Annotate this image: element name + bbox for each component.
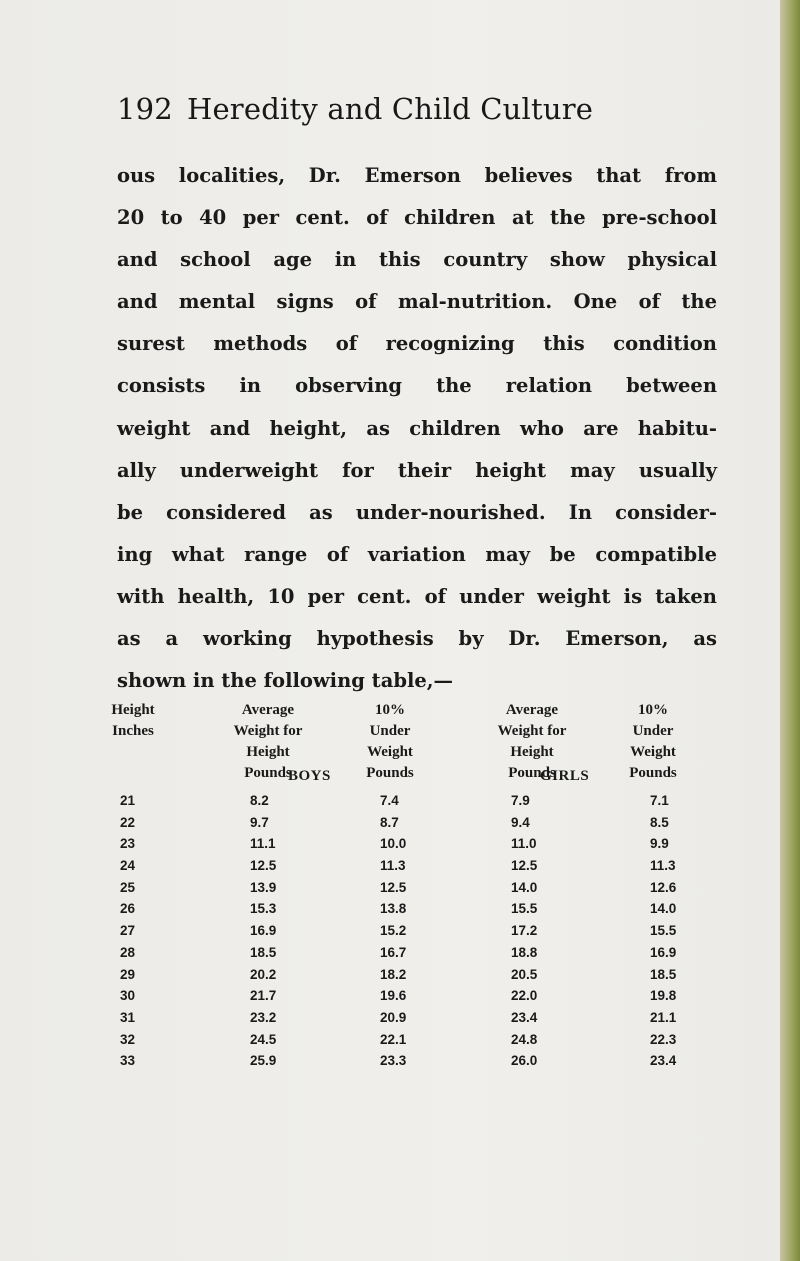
cell-boys-under: 16.7 xyxy=(380,944,407,960)
header-height: Height Inches xyxy=(111,702,155,739)
cell-boys-under: 10.0 xyxy=(380,836,407,852)
cell-boys-under: 11.3 xyxy=(380,858,406,874)
cell-girls-under: 22.3 xyxy=(650,1031,677,1047)
table-row xyxy=(0,833,780,855)
cell-girls-average: 7.9 xyxy=(511,793,530,808)
section-label-boys: BOYS xyxy=(288,768,331,784)
page-number: 192 xyxy=(117,92,173,126)
cell-height: 23 xyxy=(120,836,136,852)
cell-girls-under: 19.8 xyxy=(650,988,677,1004)
table-row xyxy=(0,790,780,812)
paragraph-line: ally underweight for their height may usually xyxy=(117,458,717,482)
table-row xyxy=(0,1007,780,1029)
table-row xyxy=(0,1050,780,1072)
cell-girls-average: 20.5 xyxy=(511,966,538,982)
cell-height: 33 xyxy=(120,1053,136,1069)
cell-height: 32 xyxy=(120,1031,136,1047)
book-title: Heredity and Child Culture xyxy=(186,92,594,126)
cell-boys-under: 22.1 xyxy=(380,1031,407,1047)
table-row xyxy=(0,964,780,986)
paragraph-line: be considered as under-nourished. In consider- xyxy=(117,500,717,524)
cell-girls-under: 15.5 xyxy=(650,923,677,939)
cell-girls-under: 7.1 xyxy=(650,793,669,808)
cell-girls-under: 12.6 xyxy=(650,879,677,895)
cell-boys-average: 16.9 xyxy=(250,923,277,939)
table-row xyxy=(0,1029,780,1051)
cell-boys-average: 20.2 xyxy=(250,966,277,982)
table-row xyxy=(0,898,780,920)
paragraph-line: as a working hypothesis by Dr. Emerson, as xyxy=(117,627,717,651)
cell-boys-under: 7.4 xyxy=(380,793,399,808)
paragraph-line: and mental signs of mal-nutrition. One of the xyxy=(117,290,717,314)
cell-girls-average: 24.8 xyxy=(511,1031,538,1047)
cell-height: 26 xyxy=(120,901,136,917)
paragraph-line: weight and height, as children who are habitu- xyxy=(117,416,717,440)
paragraph-line: and school age in this country show physical xyxy=(117,248,717,272)
cell-boys-average: 24.5 xyxy=(250,1031,277,1047)
cell-height: 31 xyxy=(120,1009,136,1025)
cell-boys-average: 13.9 xyxy=(250,879,277,895)
paragraph-line: ing what range of variation may be compatible xyxy=(117,542,717,566)
cell-boys-average: 18.5 xyxy=(250,944,277,960)
cell-boys-average: 9.7 xyxy=(250,814,269,830)
cell-girls-average: 23.4 xyxy=(511,1009,538,1025)
cell-girls-average: 22.0 xyxy=(511,988,538,1004)
cell-boys-under: 13.8 xyxy=(380,901,407,917)
cell-girls-under: 21.1 xyxy=(650,1009,677,1025)
cell-boys-average: 15.3 xyxy=(250,901,277,917)
cell-height: 21 xyxy=(120,793,136,808)
cell-height: 27 xyxy=(120,923,136,939)
cell-boys-under: 15.2 xyxy=(380,923,407,939)
cell-height: 29 xyxy=(120,966,136,982)
cell-height: 30 xyxy=(120,988,136,1004)
paragraph-line: with health, 10 per cent. of under weight is taken xyxy=(117,584,717,608)
paragraph-line: 20 to 40 per cent. of children at the pre-school xyxy=(117,206,717,230)
cell-boys-average: 11.1 xyxy=(250,836,276,852)
header-girls-under: 10% Under Weight Pounds xyxy=(629,702,677,781)
cell-girls-under: 9.9 xyxy=(650,836,669,852)
cell-girls-under: 11.3 xyxy=(650,858,676,874)
cell-girls-under: 8.5 xyxy=(650,814,669,830)
table-row xyxy=(0,985,780,1007)
cell-boys-under: 23.3 xyxy=(380,1053,407,1069)
paragraph-line: consists in observing the relation between xyxy=(117,374,717,398)
cell-boys-average: 23.2 xyxy=(250,1009,277,1025)
cell-girls-average: 11.0 xyxy=(511,836,537,852)
cell-boys-under: 8.7 xyxy=(380,814,399,830)
cell-height: 28 xyxy=(120,944,136,960)
cell-girls-average: 12.5 xyxy=(511,858,538,874)
table-row xyxy=(0,855,780,877)
cell-girls-under: 23.4 xyxy=(650,1053,677,1069)
table-body xyxy=(0,790,780,1072)
page-edge-shadow xyxy=(780,0,800,1261)
cell-girls-average: 15.5 xyxy=(511,901,538,917)
cell-girls-average: 9.4 xyxy=(511,814,530,830)
header-girls-average: Average Weight for Height Pounds xyxy=(497,702,567,781)
cell-height: 24 xyxy=(120,858,136,874)
cell-boys-average: 12.5 xyxy=(250,858,277,874)
cell-girls-under: 18.5 xyxy=(650,966,677,982)
cell-boys-under: 19.6 xyxy=(380,988,407,1004)
table-row xyxy=(0,920,780,942)
cell-boys-average: 8.2 xyxy=(250,793,269,808)
cell-girls-average: 26.0 xyxy=(511,1053,538,1069)
table-row xyxy=(0,942,780,964)
cell-boys-under: 18.2 xyxy=(380,966,407,982)
cell-boys-under: 20.9 xyxy=(380,1009,407,1025)
header-boys-under: 10% Under Weight Pounds xyxy=(366,702,414,781)
cell-girls-average: 17.2 xyxy=(511,923,538,939)
cell-girls-under: 14.0 xyxy=(650,901,677,917)
cell-girls-average: 14.0 xyxy=(511,879,538,895)
cell-height: 22 xyxy=(120,814,136,830)
paragraph-line: shown in the following table,— xyxy=(117,669,454,693)
cell-boys-under: 12.5 xyxy=(380,879,407,895)
cell-boys-average: 25.9 xyxy=(250,1053,277,1069)
header-boys-average: Average Weight for Height Pounds xyxy=(233,702,303,781)
cell-girls-under: 16.9 xyxy=(650,944,677,960)
table-row xyxy=(0,877,780,899)
paragraph-line: surest methods of recognizing this condition xyxy=(117,332,717,356)
cell-height: 25 xyxy=(120,879,136,895)
paragraph-line: ous localities, Dr. Emerson believes that from xyxy=(117,164,717,187)
section-label-girls: GIRLS xyxy=(540,768,590,784)
cell-girls-average: 18.8 xyxy=(511,944,538,960)
table-row xyxy=(0,812,780,834)
cell-boys-average: 21.7 xyxy=(250,988,277,1004)
